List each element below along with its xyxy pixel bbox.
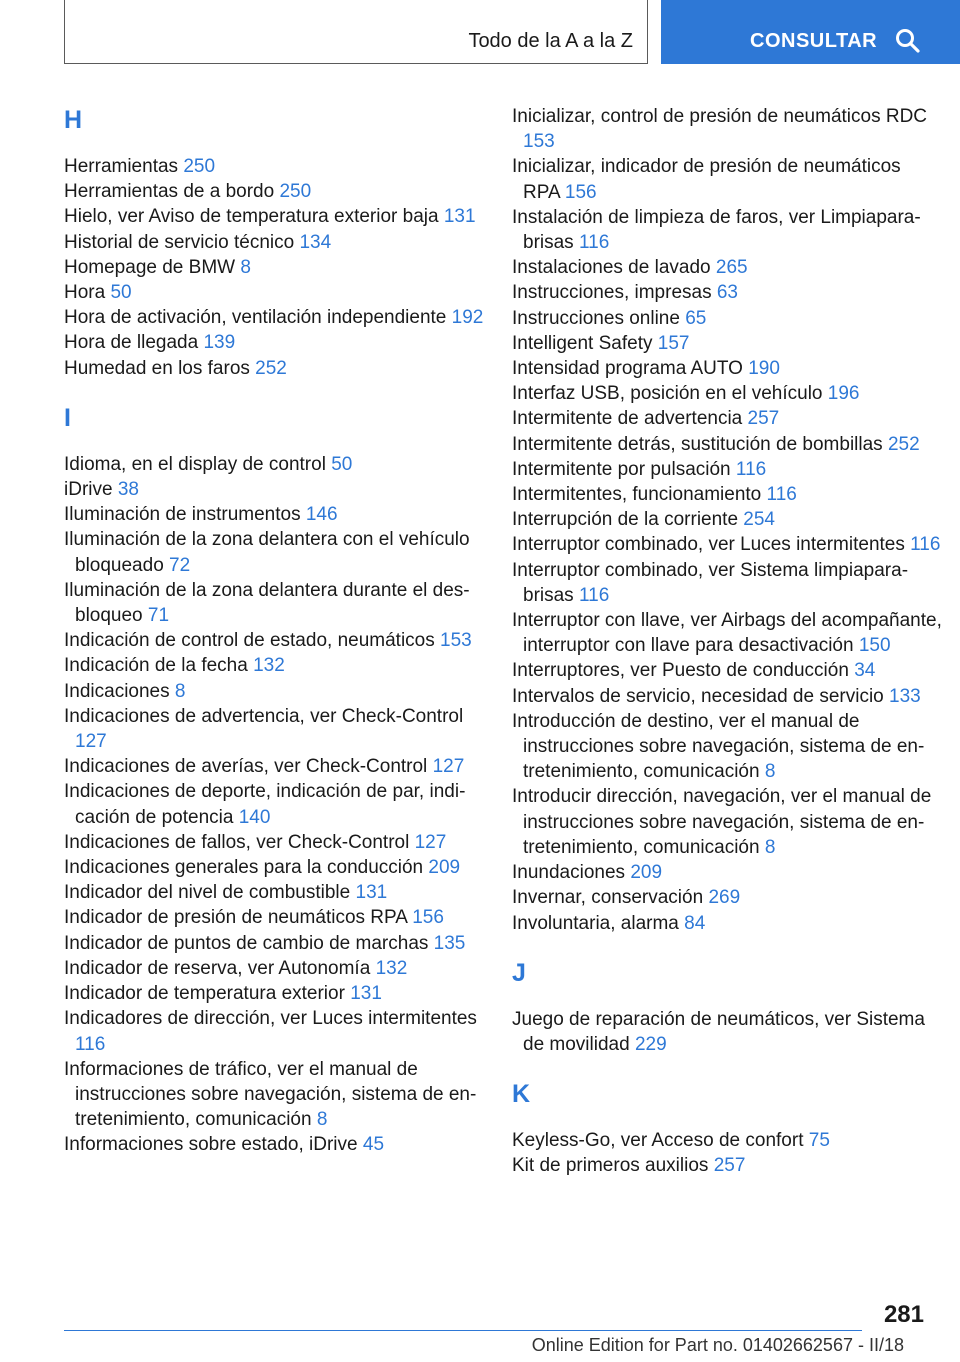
index-entry-text: Interruptor con llave, ver Airbags del acompañante, interruptor con llave para desactivación (512, 610, 942, 657)
index-entry (64, 679, 484, 704)
index-entry (512, 482, 942, 507)
index-entry (64, 779, 484, 829)
page-link[interactable]: 8 (316, 1109, 328, 1131)
page-link[interactable]: 131 (350, 983, 382, 1005)
consult-button-label: CONSULTAR (750, 30, 878, 52)
index-tab[interactable] (64, 0, 648, 64)
index-entry (64, 305, 484, 330)
index-entry (64, 204, 484, 229)
index-entry-text: Indicador de puntos de cambio de marchas (64, 932, 434, 954)
index-entry-text: Iluminación de instrumentos (64, 504, 306, 526)
index-entry-text: Hielo, ver Aviso de temperatura exterior baja (64, 206, 444, 228)
index-entry (64, 855, 484, 880)
index-entry-text: Indicaciones de advertencia, ver Check-Control (64, 705, 464, 727)
page-link[interactable]: 45 (362, 1134, 385, 1156)
index-entry (512, 432, 942, 457)
index-entry (512, 658, 942, 683)
index-entry-text: Humedad en los faros (64, 357, 256, 379)
page-link[interactable]: 157 (657, 332, 690, 354)
index-entry-text: Intensidad programa AUTO (512, 358, 749, 380)
page-link[interactable]: 250 (279, 181, 312, 203)
index-entry-text: Involuntaria, alarma (512, 912, 685, 934)
page-link[interactable]: 250 (183, 156, 216, 177)
index-entry-text: Instalación de limpieza de faros, ver Limpiaparabrisas (512, 206, 921, 254)
page-link[interactable]: 153 (440, 630, 472, 652)
page-link[interactable]: 116 (735, 458, 767, 480)
page-link[interactable]: 139 (203, 332, 236, 354)
index-entry (64, 578, 484, 628)
page-link[interactable]: 71 (147, 605, 170, 627)
index-entry-text: Indicaciones generales para la conducción (64, 857, 429, 879)
page-link[interactable]: 38 (117, 479, 139, 501)
index-entry (512, 331, 942, 356)
index-entry-text: Intermitente por pulsación (512, 458, 736, 480)
section-letter: H (64, 106, 83, 134)
index-entry-text: Indicaciones de fallos, ver Check-Control (64, 831, 415, 853)
index-entry-text: Herramientas de a bordo (64, 181, 280, 203)
index-column-right (512, 104, 942, 1179)
section-letter: I (64, 403, 71, 432)
index-entry-text: Inicializar, control de presión de neumáticos RDC (512, 106, 928, 127)
index-entry-text: Hora de llegada (64, 332, 204, 354)
index-entry (512, 104, 942, 154)
index-entry-text: Intervalos de servicio, necesidad de servicio (512, 685, 890, 707)
index-entry (512, 406, 942, 431)
index-entry (64, 280, 484, 305)
page-link[interactable]: 131 (355, 882, 388, 904)
footer-rule (64, 1330, 862, 1331)
index-entry (64, 981, 484, 1006)
index-entry (512, 205, 942, 255)
page-link[interactable]: 252 (255, 357, 287, 379)
index-entry (512, 911, 942, 936)
page-link[interactable]: 72 (169, 554, 191, 576)
index-entry-text: Indicador de temperatura exterior (64, 983, 351, 1005)
page-link[interactable]: 156 (412, 907, 444, 929)
index-entry-text: Indicador de presión de neumáticos RPA (64, 907, 413, 929)
section-gap (64, 431, 484, 452)
index-entry-text: Invernar, conservación (512, 887, 709, 909)
page-link[interactable]: 50 (110, 282, 132, 304)
edition-note: Online Edition for Part no. 01402662567 - II/18 (531, 1335, 904, 1355)
index-entry-text: Interrupción de la corriente (512, 509, 744, 531)
index-entry-text: Indicaciones (64, 680, 175, 702)
index-column-left (64, 104, 484, 1158)
index-entry (512, 1007, 942, 1057)
index-entry (512, 608, 942, 658)
section-gap (512, 1057, 942, 1078)
page-link[interactable]: 146 (305, 504, 338, 526)
index-entry (512, 784, 942, 860)
page-link[interactable]: 150 (858, 635, 891, 657)
page-link[interactable]: 140 (238, 806, 271, 828)
index-entry-text: Introducir dirección, navegación, ver el manual de instrucciones sobre navegación, sistema de entretenimiento, comunicación (512, 786, 932, 858)
index-entry-text: Introducción de destino, ver el manual de instrucciones sobre navegación, sistema de entretenimiento, comunicación (512, 710, 925, 783)
index-entry (64, 1006, 484, 1056)
page-link[interactable]: 75 (808, 1130, 830, 1152)
page-link[interactable]: 8 (764, 836, 776, 858)
page-link[interactable]: 8 (174, 680, 186, 702)
page-link[interactable]: 257 (713, 1155, 746, 1177)
page-link[interactable]: 116 (910, 534, 941, 556)
section-gap (512, 986, 942, 1007)
index-entry (64, 1057, 484, 1133)
index-entry (64, 452, 484, 477)
index-entry (64, 154, 484, 179)
index-entry-text: Indicación de la fecha (64, 655, 254, 677)
index-entry (64, 179, 484, 204)
page-link[interactable]: 135 (433, 932, 466, 954)
index-entry-text: Informaciones sobre estado, iDrive (64, 1134, 363, 1156)
index-entry (64, 255, 484, 280)
index-entry (512, 558, 942, 608)
page-link[interactable]: 63 (716, 282, 738, 304)
page-link[interactable]: 196 (827, 383, 860, 405)
index-entry (64, 527, 484, 577)
index-entry-text: Interruptor combinado, ver Sistema limpiaparabrisas (512, 559, 909, 606)
index-entry-text: Idioma, en el display de control (64, 453, 332, 475)
index-entry-text: Informaciones de tráfico, ver el manual de instrucciones sobre navegación, sistema de entretenimiento, comunicación (64, 1058, 477, 1131)
page-link[interactable]: 116 (578, 232, 610, 254)
index-entry (64, 1132, 484, 1157)
index-entry (64, 230, 484, 255)
index-entry-text: Indicaciones de deporte, indicación de par, indicación de potencia (64, 781, 466, 828)
index-entry (64, 330, 484, 355)
index-entry-text: Instrucciones, impresas (512, 282, 717, 304)
page-link[interactable]: 133 (889, 685, 921, 707)
page-link[interactable]: 192 (451, 307, 484, 329)
page-link[interactable]: 252 (887, 433, 920, 455)
search-icon[interactable] (895, 28, 921, 54)
index-entry-text: Indicaciones de averías, ver Check-Control (64, 756, 433, 778)
page-link[interactable]: 84 (684, 912, 706, 934)
index-entry (64, 502, 484, 527)
page-link[interactable]: 269 (708, 887, 741, 909)
index-entry (64, 754, 484, 779)
index-entry-text: Homepage de BMW (64, 256, 241, 278)
index-entry (64, 653, 484, 678)
index-entry (512, 306, 942, 331)
page-link[interactable]: 134 (299, 231, 332, 253)
index-entry-text: Indicadores de dirección, ver Luces intermitentes (64, 1008, 477, 1030)
index-entry-text: Herramientas (64, 156, 184, 177)
index-entry (512, 280, 942, 305)
page-link[interactable]: 229 (634, 1033, 667, 1055)
page-link[interactable]: 132 (375, 957, 408, 979)
index-entry (512, 1153, 942, 1178)
index-entry (64, 956, 484, 981)
index-entry (512, 356, 942, 381)
index-entry-text: Interfaz USB, posición en el vehículo (512, 383, 828, 405)
index-entry (64, 704, 484, 754)
index-tab-label: Todo de la A a la Z (468, 30, 633, 52)
section-gap (512, 936, 942, 957)
page-link[interactable]: 34 (854, 660, 876, 682)
index-entry-text: Historial de servicio técnico (64, 231, 300, 253)
index-entry-text: Intermitentes, funcionamiento (512, 484, 767, 506)
index-entry (64, 905, 484, 930)
index-entry (512, 381, 942, 406)
index-entry-text: Inundaciones (512, 862, 631, 884)
index-entry (64, 477, 484, 502)
index-entry (64, 880, 484, 905)
index-entry-text: Intermitente detrás, sustitución de bombillas (512, 433, 888, 455)
index-entry (512, 457, 942, 482)
index-entry-text: Interruptor combinado, ver Luces intermitentes (512, 534, 911, 556)
index-entry-text: Indicador de reserva, ver Autonomía (64, 957, 376, 979)
page-link[interactable]: 116 (766, 484, 797, 506)
page-link[interactable]: 254 (743, 509, 775, 531)
index-entry-text: iDrive (64, 479, 118, 501)
section-gap (512, 1107, 942, 1128)
index-entry (512, 154, 942, 204)
index-entry-text: Instrucciones online (512, 307, 686, 329)
index-entry (512, 860, 942, 885)
page-link[interactable]: 131 (443, 206, 476, 228)
page-link[interactable]: 8 (240, 256, 251, 278)
index-entry (512, 684, 942, 709)
index-entry-text: Inicializar, indicador de presión de neumáticos RPA (512, 156, 901, 203)
index-entry-text: Iluminación de la zona delantera con el vehículo bloqueado (64, 529, 470, 576)
page-link[interactable]: 265 (715, 257, 748, 279)
page-link[interactable]: 50 (331, 453, 353, 475)
section-gap (64, 133, 484, 154)
index-entry-text: Hora de activación, ventilación independiente (64, 307, 452, 329)
index-entry (512, 709, 942, 785)
section-letter: K (512, 1080, 531, 1109)
index-entry (512, 507, 942, 532)
page-link[interactable]: 257 (747, 408, 780, 430)
section-letter: J (512, 958, 526, 987)
index-entry-text: Interruptores, ver Puesto de conducción (512, 660, 855, 682)
index-entry-text: Intermitente de advertencia (512, 408, 748, 430)
page-link[interactable]: 209 (630, 862, 663, 884)
page-link[interactable]: 116 (75, 1033, 106, 1055)
page-number: 281 (883, 1301, 924, 1328)
index-entry (512, 532, 942, 557)
index-entry-text: Keyless-Go, ver Acceso de confort (512, 1130, 809, 1152)
index-entry (512, 885, 942, 910)
index-entry-text: Indicador del nivel de combustible (64, 882, 356, 904)
page-link[interactable]: 116 (578, 584, 610, 606)
index-entry (512, 255, 942, 280)
index-entry-text: Hora (64, 282, 111, 304)
index-entry-text: Iluminación de la zona delantera durante el desbloqueo (64, 579, 470, 627)
page-link[interactable]: 209 (428, 857, 461, 879)
index-entry (64, 830, 484, 855)
index-entry-text: Kit de primeros auxilios (512, 1155, 714, 1177)
page-link[interactable]: 153 (523, 131, 555, 153)
page-link[interactable]: 190 (748, 358, 780, 380)
page-link[interactable]: 8 (764, 761, 776, 783)
index-entry (512, 1128, 942, 1153)
page-link[interactable]: 156 (564, 181, 597, 203)
index-entry (64, 931, 484, 956)
page-link[interactable]: 127 (75, 731, 107, 753)
index-entry (64, 356, 484, 381)
page-link[interactable]: 127 (414, 831, 447, 853)
index-entry-text: Indicación de control de estado, neumáticos (64, 630, 441, 652)
index-entry-text: Instalaciones de lavado (512, 257, 716, 279)
page-link[interactable]: 127 (432, 756, 465, 778)
index-entry-text: Juego de reparación de neumáticos, ver Sistema de movilidad (512, 1008, 925, 1055)
index-entry (64, 628, 484, 653)
section-gap (64, 381, 484, 402)
index-entry-text: Intelligent Safety (512, 332, 658, 354)
page-link[interactable]: 132 (253, 655, 285, 677)
page-link[interactable]: 65 (685, 307, 707, 329)
